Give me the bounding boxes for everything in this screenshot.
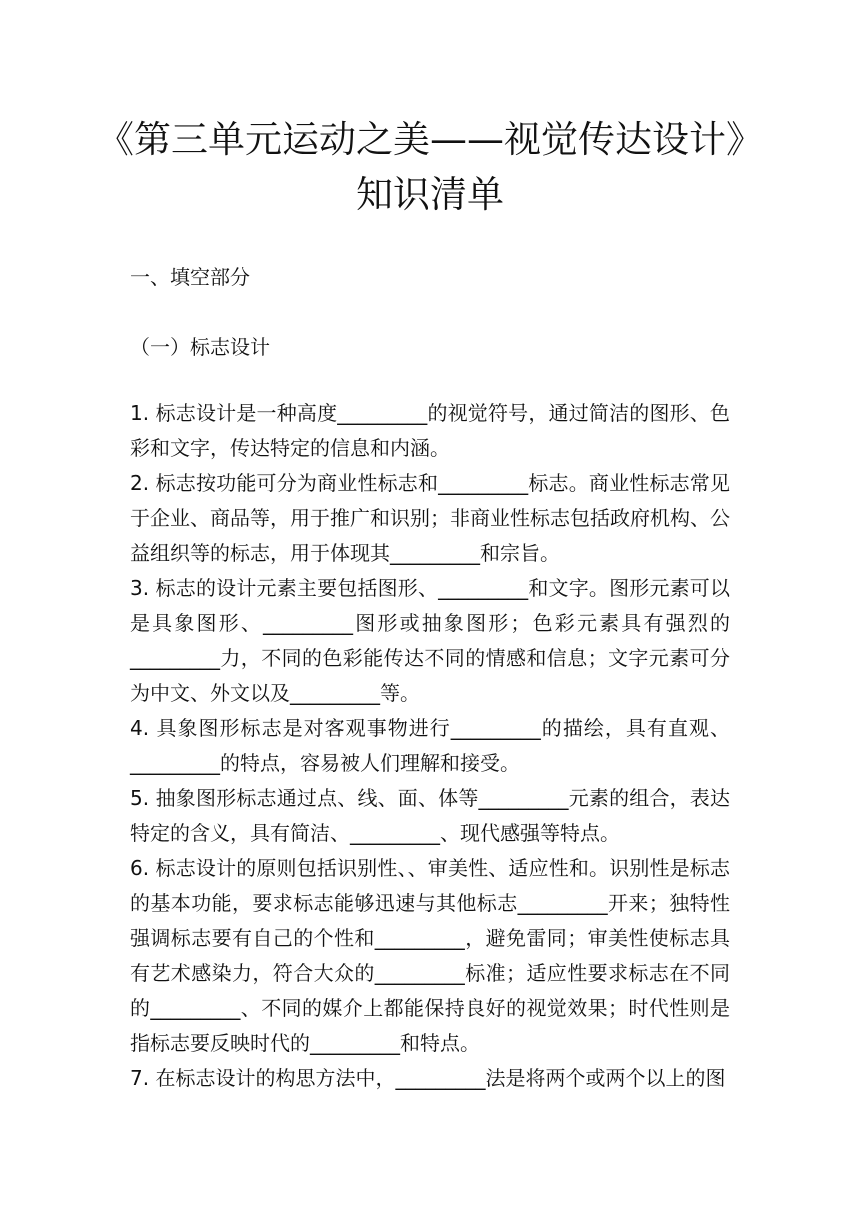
paragraph-6: 6. 标志设计的原则包括识别性、、审美性、适应性和。识别性是标志的基本功能，要求标志能够迅速与其他标志_________开来；独特性强调标志要有自己的个性和_________，避免雷同；审美性使标志具有艺术感染力，符合大众的_________标准；适应性要求标志在不同的_________、不同的媒介上都能保持良好的视觉效果；时代性则是指标志要反映时代的_________和特点。 [130,856,730,1055]
paragraph-3: 3. 标志的设计元素主要包括图形、_________和文字。图形元素可以是具象图形、_________图形或抽象图形；色彩元素具有强烈的_________力，不同的色彩能传达不同的情感和信息；文字元素可分为中文、外文以及_________等。 [130,576,730,705]
paragraph-2: 2. 标志按功能可分为商业性标志和_________标志。商业性标志常见于企业、商品等，用于推广和识别；非商业性标志包括政府机构、公益组织等的标志，用于体现其_________和宗旨。 [130,471,730,565]
paragraph-5: 5. 抽象图形标志通过点、线、面、体等_________元素的组合，表达特定的含义，具有简洁、_________、现代感强等特点。 [130,786,730,845]
paragraph-4: 4. 具象图形标志是对客观事物进行_________的描绘，具有直观、_________的特点，容易被人们理解和接受。 [130,716,730,775]
subsection-heading: （一）标志设计 [130,335,270,359]
paragraph-7: 7. 在标志设计的构思方法中，_________法是将两个或两个以上的图 [130,1066,726,1090]
section-heading: 一、填空部分 [130,265,250,289]
document-title-line-1: 《第三单元运动之美——视觉传达设计》 [97,118,763,161]
document-body [130,396,730,1096]
document-title-line-2: 知识清单 [356,173,504,216]
paragraph-1: 1. 标志设计是一种高度_________的视觉符号，通过简洁的图形、色彩和文字，传达特定的信息和内涵。 [130,401,730,460]
